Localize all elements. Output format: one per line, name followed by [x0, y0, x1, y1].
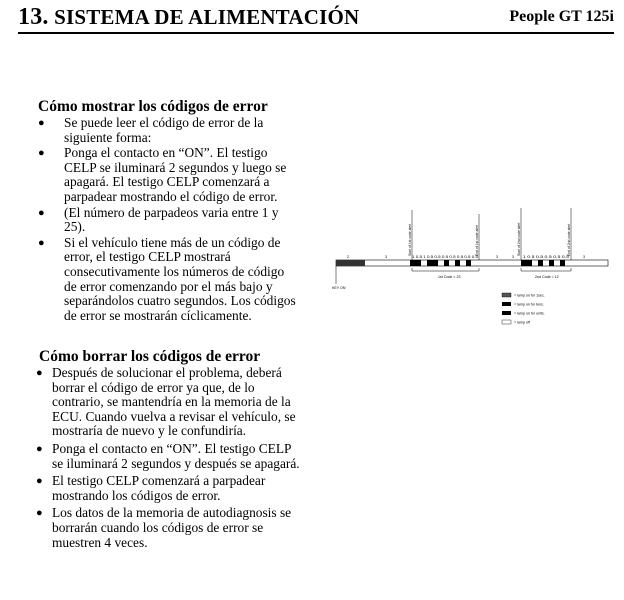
second-code-label: 2nd Code = 12: [535, 275, 559, 279]
list-item-text: El testigo CELP comenzará a parpadear mostrando los códigos de error.: [52, 473, 266, 503]
lamp-on-segment: [455, 260, 460, 266]
lamp-on-segment: [410, 260, 421, 266]
lamp-on-segment: [427, 260, 438, 266]
legend-swatch-units: [502, 311, 511, 315]
timeline-bar: [336, 260, 608, 266]
list-item-text: (El número de parpadeos varia entre 1 y 25).: [64, 204, 279, 235]
duration-label: 3: [496, 255, 498, 259]
list-item: [36, 442, 304, 471]
list-item: [38, 206, 300, 235]
list-item-text: Los datos de la memoria de autodiagnosis se borrarán cuando los códigos de error se muestren 4 veces.: [52, 505, 292, 550]
start-first-label: Start of 1st code alert: [408, 223, 412, 256]
bullet-icon: ●: [36, 442, 43, 455]
code-brace: [521, 268, 571, 271]
lamp-on-segment: [336, 260, 365, 266]
legend-long: = lamp on for 1sec.: [514, 293, 545, 298]
bullet-icon: ●: [36, 367, 43, 379]
duration-label: 3: [385, 255, 387, 259]
bullet-icon: ●: [38, 147, 45, 160]
lamp-on-segment: [444, 260, 449, 266]
legend-swatch-tens: [502, 302, 511, 306]
legend-off: = lamp off: [514, 320, 530, 325]
list-item-text: Ponga el contacto en “ON”. El testigo CELP se iluminará 2 segundos y luego se apagará. El testigo CELP comenzará a parpadear mostrando el código de error.: [64, 145, 287, 204]
lamp-on-segment: [538, 260, 543, 266]
list-item: [38, 146, 300, 204]
list-item-text: Si el vehículo tiene más de un código de error, el testigo CELP mostrará consecutivamente los números de código de error comenzando por el más bajo y separándolos cuatro segundos. Los códigos de error se mostrarán cíclicamente.: [64, 234, 296, 323]
bullet-icon: ●: [38, 236, 45, 249]
list-item: [36, 506, 304, 550]
end-first-label: End of 1st code alert: [475, 224, 479, 256]
show-codes-title: Cómo mostrar los códigos de error: [38, 98, 268, 115]
chapter-number: 13.: [18, 4, 49, 30]
blink-code-diagram: [328, 204, 616, 334]
duration-label: 3: [512, 255, 514, 259]
legend-tens: = lamp on for tens.: [514, 302, 544, 307]
bullet-icon: ●: [36, 475, 43, 488]
list-item-text: Después de solucionar el problema, deberá borrar el código de error ya que, de lo contrario, se mantendría en la memoria de la ECU. Cuando vuelva a revisar el vehículo, se mostraría de nuevo y le confundiría.: [52, 365, 296, 439]
list-item: [38, 236, 300, 324]
list-item: [36, 474, 304, 503]
duration-label: 2: [347, 255, 349, 259]
lamp-on-segment: [549, 260, 554, 266]
end-second-label: End of 2nd code alert: [567, 223, 571, 256]
list-item: [36, 366, 304, 439]
legend-swatch-off: [502, 320, 511, 324]
list-item: [38, 116, 300, 145]
list-item-text: Se puede leer el código de error de la siguiente forma:: [64, 115, 264, 145]
duration-label: 3: [583, 255, 585, 259]
lamp-on-segment: [521, 260, 532, 266]
start-second-label: Start of 2nd code alert: [517, 222, 521, 256]
code-brace: [412, 268, 479, 271]
lamp-on-segment: [466, 260, 471, 266]
chapter-title: SISTEMA DE ALIMENTACIÓN: [54, 5, 360, 29]
pulse-durations-first: 1 0.5 1 0.5 0.5 0.5 0.5 0.5 0.5 0.5: [412, 255, 478, 259]
show-codes-section: [38, 99, 300, 323]
first-code-label: 1st Code = 23: [438, 275, 461, 279]
lamp-on-segment: [560, 260, 565, 266]
clear-codes-list: [36, 366, 304, 550]
show-codes-list: [38, 116, 300, 323]
bullet-icon: ●: [38, 206, 45, 219]
page-header: [18, 4, 614, 34]
legend-units: = lamp on for units.: [514, 311, 545, 316]
clear-codes-section: [36, 349, 304, 550]
clear-codes-title: Cómo borrar los códigos de error: [39, 348, 261, 365]
model-name: People GT 125i: [509, 8, 614, 25]
pulse-durations-second: 1 0.5 0.5 0.5 0.5 0.5: [523, 255, 569, 259]
list-item-text: Ponga el contacto en “ON”. El testigo CELP se iluminará 2 segundos y después se apagará.: [52, 440, 300, 471]
chapter-heading: [18, 4, 359, 31]
legend-swatch-long: [502, 293, 511, 297]
bullet-icon: ●: [36, 507, 43, 520]
key-on-label: KEY ON: [332, 286, 346, 290]
bullet-icon: ●: [38, 117, 45, 129]
